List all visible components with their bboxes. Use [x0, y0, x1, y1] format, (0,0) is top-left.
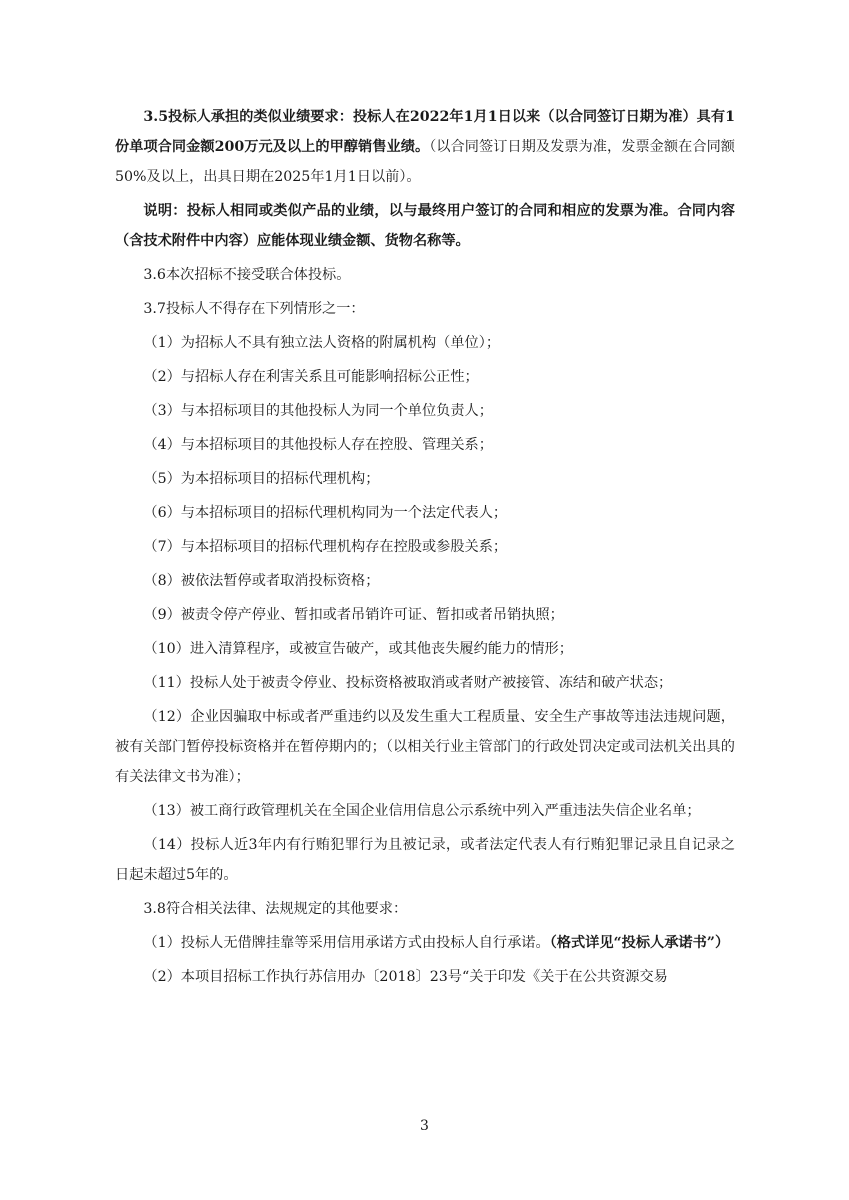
list-item: （5）为本招标项目的招标代理机构；: [143, 471, 380, 487]
list-item: （4）与本招标项目的其他投标人存在控股、管理关系；: [143, 437, 493, 453]
clause-3-6: 3.6本次招标不接受联合体投标。: [143, 267, 351, 283]
clause-3-5-bold: 3.5投标人承担的类似业绩要求：投标人在2022年1月1日以来（以合同签订日期为准）具有1份单项合同金额200万元及以上的甲醇销售业绩。: [115, 109, 735, 155]
list-item: （13）被工商行政管理机关在全国企业信用信息公示系统中列入严重违法失信企业名单；: [143, 803, 701, 819]
clause-3-7: 3.7投标人不得存在下列情形之一：: [143, 301, 365, 317]
list-item: （11）投标人处于被责令停业、投标资格被取消或者财产被接管、冻结和破产状态；: [143, 675, 673, 691]
list-item: （3）与本招标项目的其他投标人为同一个单位负责人；: [143, 403, 493, 419]
list-item: （7）与本招标项目的招标代理机构存在控股或参股关系；: [143, 539, 508, 555]
list-item: （9）被责令停产停业、暂扣或者吊销许可证、暂扣或者吊销执照；: [143, 607, 564, 623]
note-paragraph: 说明：投标人相同或类似产品的业绩，以与最终用户签订的合同和相应的发票为准。合同内容（含技术附件中内容）应能体现业绩金额、货物名称等。: [115, 203, 735, 249]
clause-3-8: 3.8符合相关法律、法规规定的其他要求：: [143, 901, 408, 917]
clause-3-8-item-1-bold: （格式详见“投标人承诺书”）: [549, 935, 730, 951]
list-item: （6）与本招标项目的招标代理机构同为一个法定代表人；: [143, 505, 508, 521]
clause-3-8-item-1: [115, 928, 735, 958]
list-item: （12）企业因骗取中标或者严重违约以及发生重大工程质量、安全生产事故等违法违规问题，被有关部门暂停投标资格并在暂停期内的；（以相关行业主管部门的行政处罚决定或司法机关出具的有关法律文书为准）；: [115, 709, 735, 785]
list-item: （10）进入清算程序，或被宣告破产，或其他丧失履约能力的情形；: [143, 641, 573, 657]
clause-3-5-rest: （以合同签订日期及发票为准，发票金额在合同额50%及以上，出具日期在2025年1月1日以前）。: [115, 139, 735, 185]
clause-3-8-item-1-text: （1）投标人无借牌挂靠等采用信用承诺方式由投标人自行承诺。: [143, 935, 550, 951]
clause-3-5: [115, 102, 735, 192]
list-item: （8）被依法暂停或者取消投标资格；: [143, 573, 380, 589]
clause-3-8-item-2: （2）本项目招标工作执行苏信用办〔2018〕23号“关于印发《关于在公共资源交易: [143, 969, 668, 985]
document-body: [115, 102, 735, 996]
page-number: 3: [420, 1118, 429, 1134]
list-item: （1）为招标人不具有独立法人资格的附属机构（单位）；: [143, 335, 501, 351]
list-item: （14）投标人近3年内有行贿犯罪行为且被记录，或者法定代表人有行贿犯罪记录且自记录之日起未超过5年的。: [115, 837, 735, 883]
list-item: （2）与招标人存在利害关系且可能影响招标公正性；: [143, 369, 479, 385]
